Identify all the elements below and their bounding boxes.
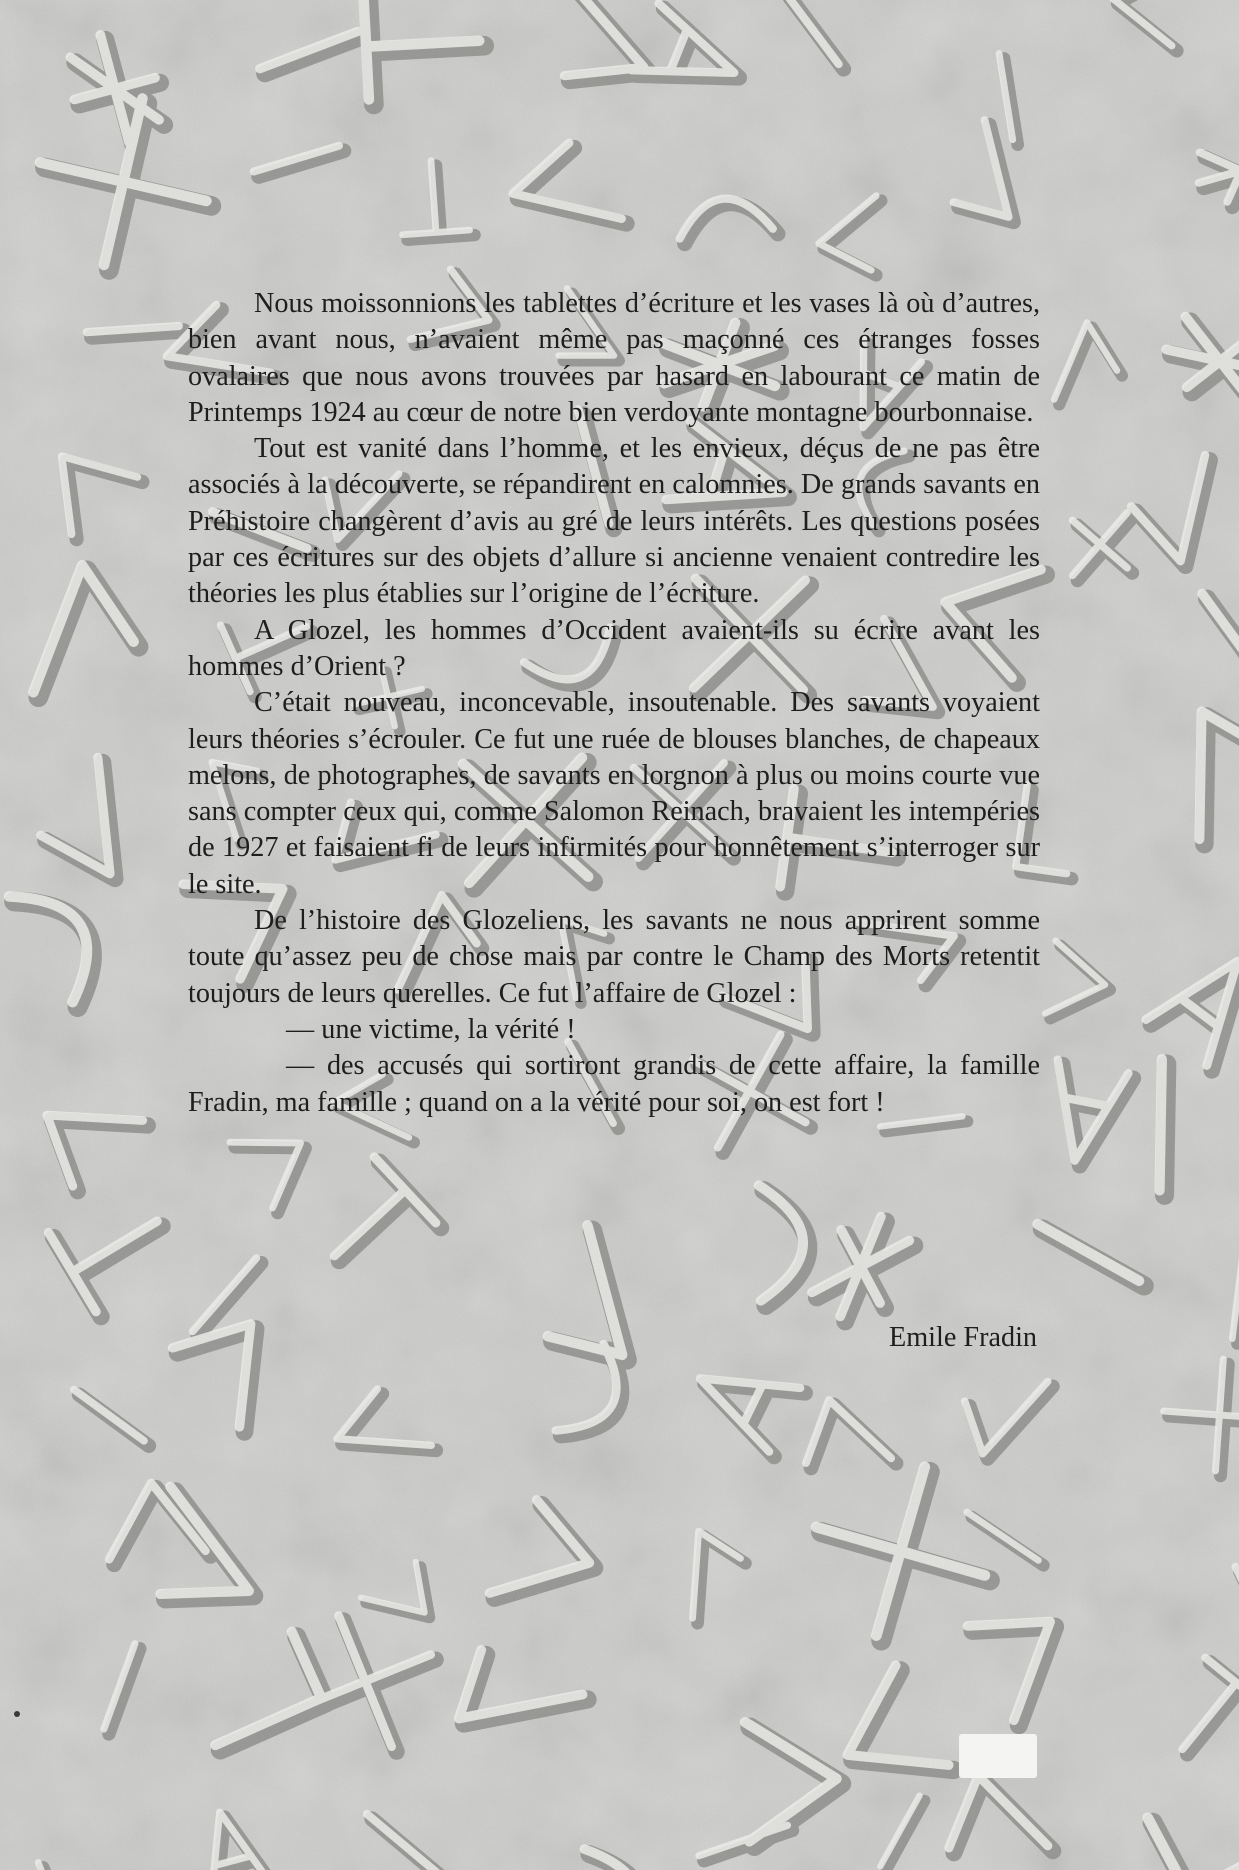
dash-item-2: — des accusés qui sortiront grandis de cette affaire, la famille Fradin, ma famille ; quand on a la vérité pour soi, on est fort ! (188, 1050, 1040, 1118)
author-signature: Emile Fradin (889, 1322, 1037, 1353)
paragraph-3: A Glozel, les hommes d’Occident avaient-ils su écrire avant les hommes d’Orient ? (188, 614, 1040, 682)
paragraph-4: C’était nouveau, inconcevable, insoutenable. Des savants voyaient leurs théories s’écrouler. Ce fut une ruée de blouses blanches, de chapeaux melons, de photographes, de savants en lorgnon à plus ou moins courte vue sans compter ceux qui, comme Salomon Reinach, bravaient les intempéries de 1927 et faisaient fi de leurs infirmités pour honnêtement s’interroger sur le site. (188, 687, 1040, 900)
label-sticker (959, 1734, 1037, 1778)
print-speck (14, 1711, 20, 1717)
paragraph-1: Nous moissonnions les tablettes d’écriture et les vases là où d’autres, bien avant nous, n’avaient même pas maçonné ces étranges fosses ovalaires que nous avons trouvées par hasard en labourant ce matin de Printemps 1924 au cœur de notre bien verdoyante montagne bourbonnaise. (188, 288, 1040, 428)
paragraph-2: Tout est vanité dans l’homme, et les envieux, déçus de ne pas être associés à la découverte, se répandirent en calomnies. De grands savants en Préhistoire changèrent d’avis au gré de leurs intérêts. Les questions posées par ces écritures sur des objets d’allure si ancienne venaient contredire les théories les plus établies sur l’origine de l’écriture. (188, 433, 1040, 610)
body-text (188, 286, 1040, 1121)
dash-item-1: — une victime, la vérité ! (286, 1013, 576, 1045)
paragraph-5: De l’histoire des Glozeliens, les savants ne nous apprirent somme toute qu’assez peu de chose mais par contre le Champ des Morts retentit toujours de leurs querelles. Ce fut l’affaire de Glozel : (188, 905, 1040, 1009)
